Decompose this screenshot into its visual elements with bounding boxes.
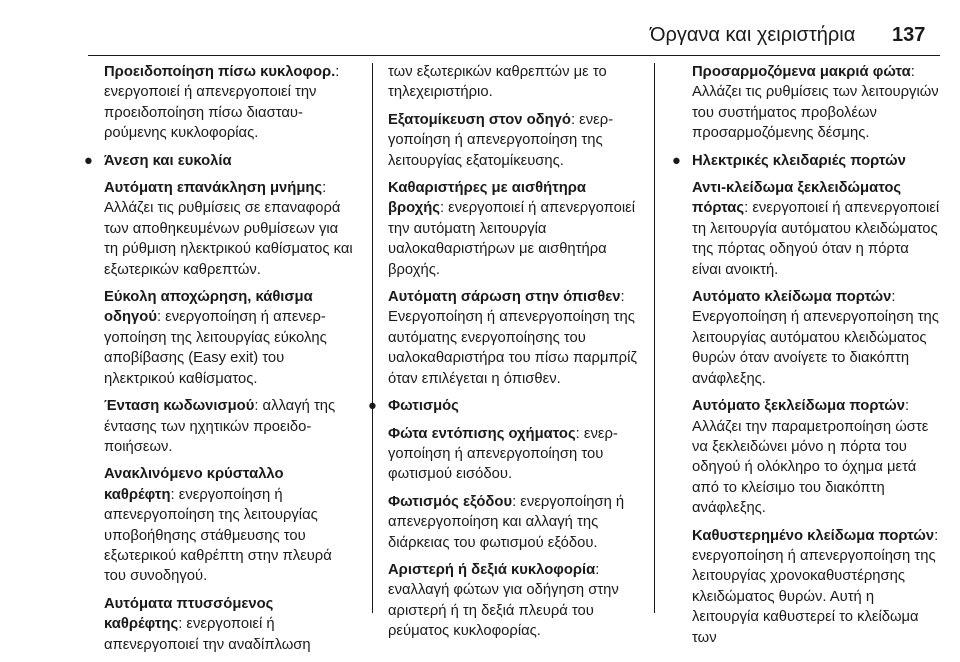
setting-tilt-mirror: Ανακλινόμενο κρύσταλλο καθρέφτη: ενεργοποίηση ή απενεργοποίηση της λειτουργίας υποβοήθησης στάθμευσης του εξωτερικού καθρέπτη στην πλευρά του συνοδηγού. <box>104 466 332 585</box>
setting-rain-sense-wipers: Καθαριστήρες με αισθήτηρα βροχής: ενεργοποιεί ή απενεργοποιεί την αυτόματη λειτουργία υαλοκαθαριστήρων με αισθητήρα βροχής. <box>388 180 636 278</box>
section-power-door-locks: ● Ηλεκτρικές κλειδαριές πορτών <box>692 151 940 171</box>
page-header <box>0 0 960 52</box>
setting-auto-memory-recall: Αυτόματη επανάκληση μνήμης: Αλλάζει τις ρυθμίσεις σε επαναφορά των αποθηκευμένων ρυθμίσεων για τη ρύθμιση ηλεκτρικού καθίσματος και εξωτερικών καθρεπτών. <box>104 180 353 278</box>
column-3 <box>672 62 940 655</box>
setting-rear-traffic-alert: Προειδοποίηση πίσω κυκλοφορ.: ενεργοποιεί ή απενεργοποιεί την προειδοποίηση πίσω διασταυρούμενης κυκλοφορίας. <box>104 64 340 142</box>
setting-auto-door-unlock: Αυτόματο ξεκλείδωμα πορτών: Αλλάζει την παραμετροποίηση ώστε να ξεκλειδώνει μόνο η πόρτα του οδηγού ή ολόκληρο το όχημα μετά από το κλείσιμο του διακόπτη ανάφλεξης. <box>692 398 929 517</box>
column-1 <box>84 62 354 662</box>
header-divider <box>88 55 940 56</box>
setting-exit-lighting: Φωτισμός εξόδου: ενεργοποίηση ή απενεργοποίηση και αλλαγή της διάρκειας του φωτισμού εξόδου. <box>388 493 625 551</box>
bullet-icon: ● <box>368 398 377 415</box>
bullet-icon: ● <box>672 152 681 169</box>
setting-auto-fold-mirror: Αυτόματα πτυσσόμενος καθρέφτης: ενεργοποιεί ή απενεργοποιεί την αναδίπλωση <box>104 595 311 653</box>
setting-locator-lights: Φώτα εντόπισης οχήματος: ενεργοποίηση ή απενεργοποίηση του φωτισμού εισόδου. <box>388 425 618 483</box>
setting-auto-rear-wipe: Αυτόματη σάρωση στην όπισθεν: Ενεργοποίηση ή απενεργοποίηση της αυτόματης ενεργοποίησης του υαλοκαθαριστήρα του πίσω παρμπρίζ όταν επιλέγεται η όπισθεν. <box>388 289 637 387</box>
setting-easy-exit: Εύκολη αποχώρηση, κάθισμα οδηγού: ενεργοποίηση ή απενεργοποίηση της λειτουργίας εύκολης αποβίβασης (Easy exit) του ηλεκτρικού καθίσματος. <box>104 289 327 387</box>
bullet-icon: ● <box>84 152 93 169</box>
chapter-title: Όργανα και χειριστήρια <box>650 24 856 46</box>
continued-text: των εξωτερικών καθρεπτών με το τηλεχειριστήριο. <box>388 64 607 101</box>
section-comfort: ● Άνεση και ευκολία <box>104 151 354 171</box>
column-divider-2 <box>654 63 655 613</box>
setting-unlocked-door-anti-lockout: Αντι-κλείδωμα ξεκλειδώματος πόρτας: ενεργοποιεί ή απενεργοποιεί τη λειτουργία αυτόματου κλειδώματος της πόρτας οδηγού όταν η πόρτα είναι ανοικτή. <box>692 180 940 278</box>
setting-delayed-door-lock: Καθυστερημένο κλείδωμα πορτών: ενεργοποίηση ή απενεργοποίηση της λειτουργίας χρονοκαθυστέρησης κλειδώματος θυρών. Αυτή η λειτουργία καθυστερεί το κλείδωμα των <box>692 527 939 646</box>
section-lighting: ● Φωτισμός <box>388 396 638 416</box>
column-divider-1 <box>372 63 373 613</box>
column-2 <box>368 62 638 649</box>
page-number: 137 <box>892 24 926 46</box>
setting-adaptive-high-beam: Προσαρμοζόμενα μακριά φώτα: Αλλάζει τις ρυθμίσεις των λειτουργιών του συστήματος προβολέων προσαρμοζόμενης δέσμης. <box>692 64 939 142</box>
setting-auto-door-lock: Αυτόματο κλείδωμα πορτών: Ενεργοποίηση ή απενεργοποίηση της λειτουργίας αυτόματου κλειδώματος θυρών όταν ανοίγετε το διακόπτη ανάφλεξης. <box>692 289 939 387</box>
setting-left-right-traffic: Αριστερή ή δεξιά κυκλοφορία: εναλλαγή φώτων για οδήγηση στην αριστερή ή τη δεξιά πλευρά του ρεύματος κυκλοφορίας. <box>388 561 619 640</box>
setting-personalization: Εξατομίκευση στον οδηγό: ενεργοποίηση ή απενεργοποίηση της λειτουργίας εξατομίκευσης. <box>388 111 614 169</box>
setting-chime-volume: Ένταση κωδωνισμού: αλλαγή της έντασης των ηχητικών προειδοποιήσεων. <box>104 398 336 455</box>
